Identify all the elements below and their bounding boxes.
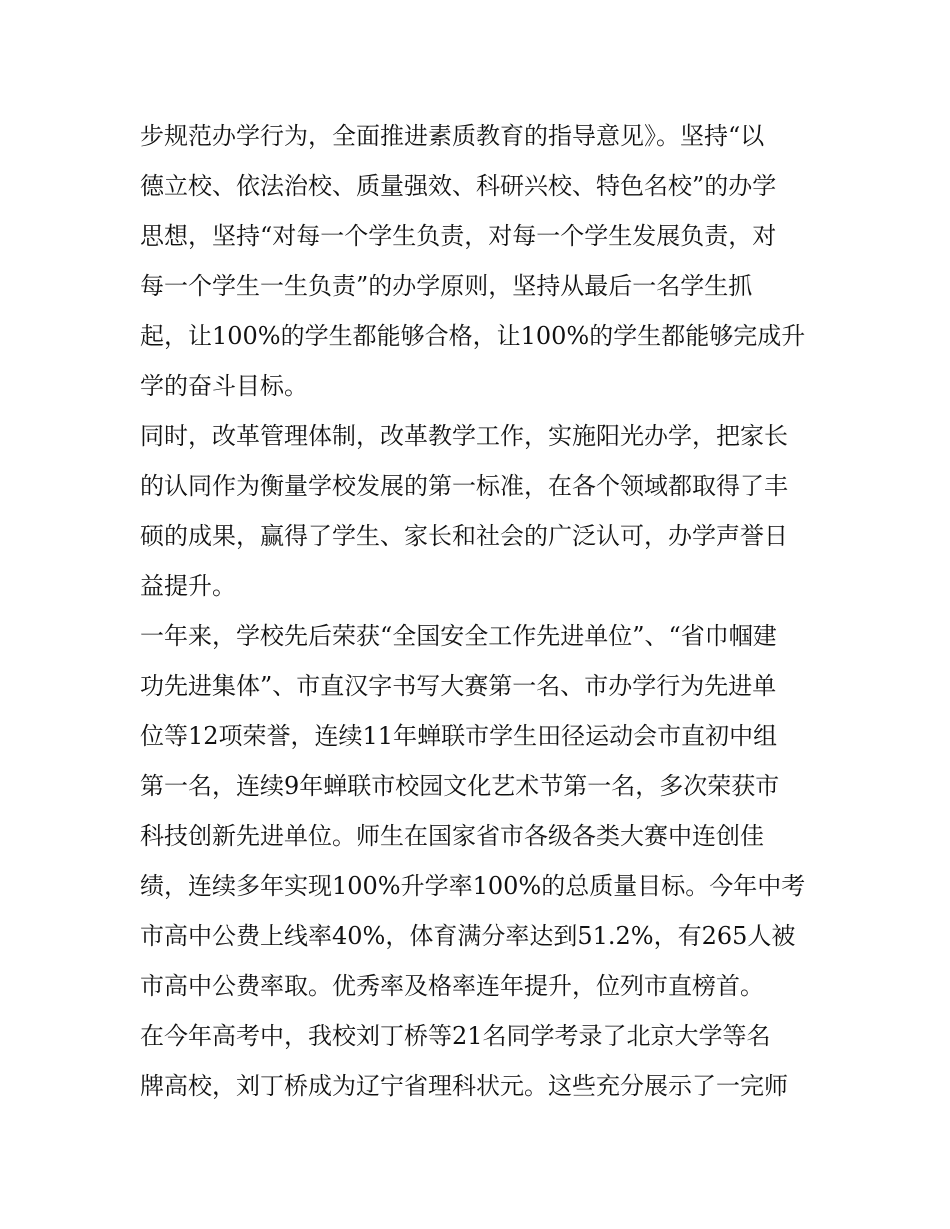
text-line: 一年来，学校先后荣获“全国安全工作先进单位”、“省巾帼建 bbox=[140, 622, 777, 650]
text-line: 步规范办学行为，全面推进素质教育的指导意见》。坚持“以 bbox=[140, 122, 765, 150]
body-text bbox=[140, 111, 820, 1111]
text-line: 牌高校，刘丁桥成为辽宁省理科状元。这些充分展示了一完师 bbox=[140, 1072, 788, 1100]
text-line: 的认同作为衡量学校发展的第一标准，在各个领域都取得了丰 bbox=[140, 472, 788, 500]
text-line: 思想，坚持“对每一个学生负责，对每一个学生发展负责，对 bbox=[140, 222, 777, 250]
text-line: 同时，改革管理体制，改革教学工作，实施阳光办学，把家长 bbox=[140, 422, 788, 450]
text-line: 起，让100%的学生都能够合格，让100%的学生都能够完成升 bbox=[140, 322, 806, 350]
text-line: 功先进集体”、市直汉字书写大赛第一名、市办学行为先进单 bbox=[140, 672, 777, 700]
text-line: 市高中公费上线率40%，体育满分率达到51.2%，有265人被 bbox=[140, 922, 796, 950]
text-line: 在今年高考中，我校刘丁桥等21名同学考录了北京大学等名 bbox=[140, 1022, 771, 1050]
text-line: 科技创新先进单位。师生在国家省市各级各类大赛中连创佳 bbox=[140, 822, 764, 850]
text-line: 硕的成果，赢得了学生、家长和社会的广泛认可，办学声誉日 bbox=[140, 522, 788, 550]
text-line: 德立校、依法治校、质量强效、科研兴校、特色名校”的办学 bbox=[140, 172, 777, 200]
text-line: 学的奋斗目标。 bbox=[140, 372, 308, 400]
text-line: 益提升。 bbox=[140, 572, 236, 600]
text-line: 第一名，连续9年蝉联市校园文化艺术节第一名，多次荣获市 bbox=[140, 772, 780, 800]
text-line: 市高中公费率取。优秀率及格率连年提升，位列市直榜首。 bbox=[140, 972, 764, 1000]
text-line: 绩，连续多年实现100%升学率100%的总质量目标。今年中考 bbox=[140, 872, 806, 900]
text-line: 每一个学生一生负责”的办学原则，坚持从最后一名学生抓 bbox=[140, 272, 753, 300]
text-line: 位等12项荣誉，连续11年蝉联市学生田径运动会市直初中组 bbox=[140, 722, 778, 750]
